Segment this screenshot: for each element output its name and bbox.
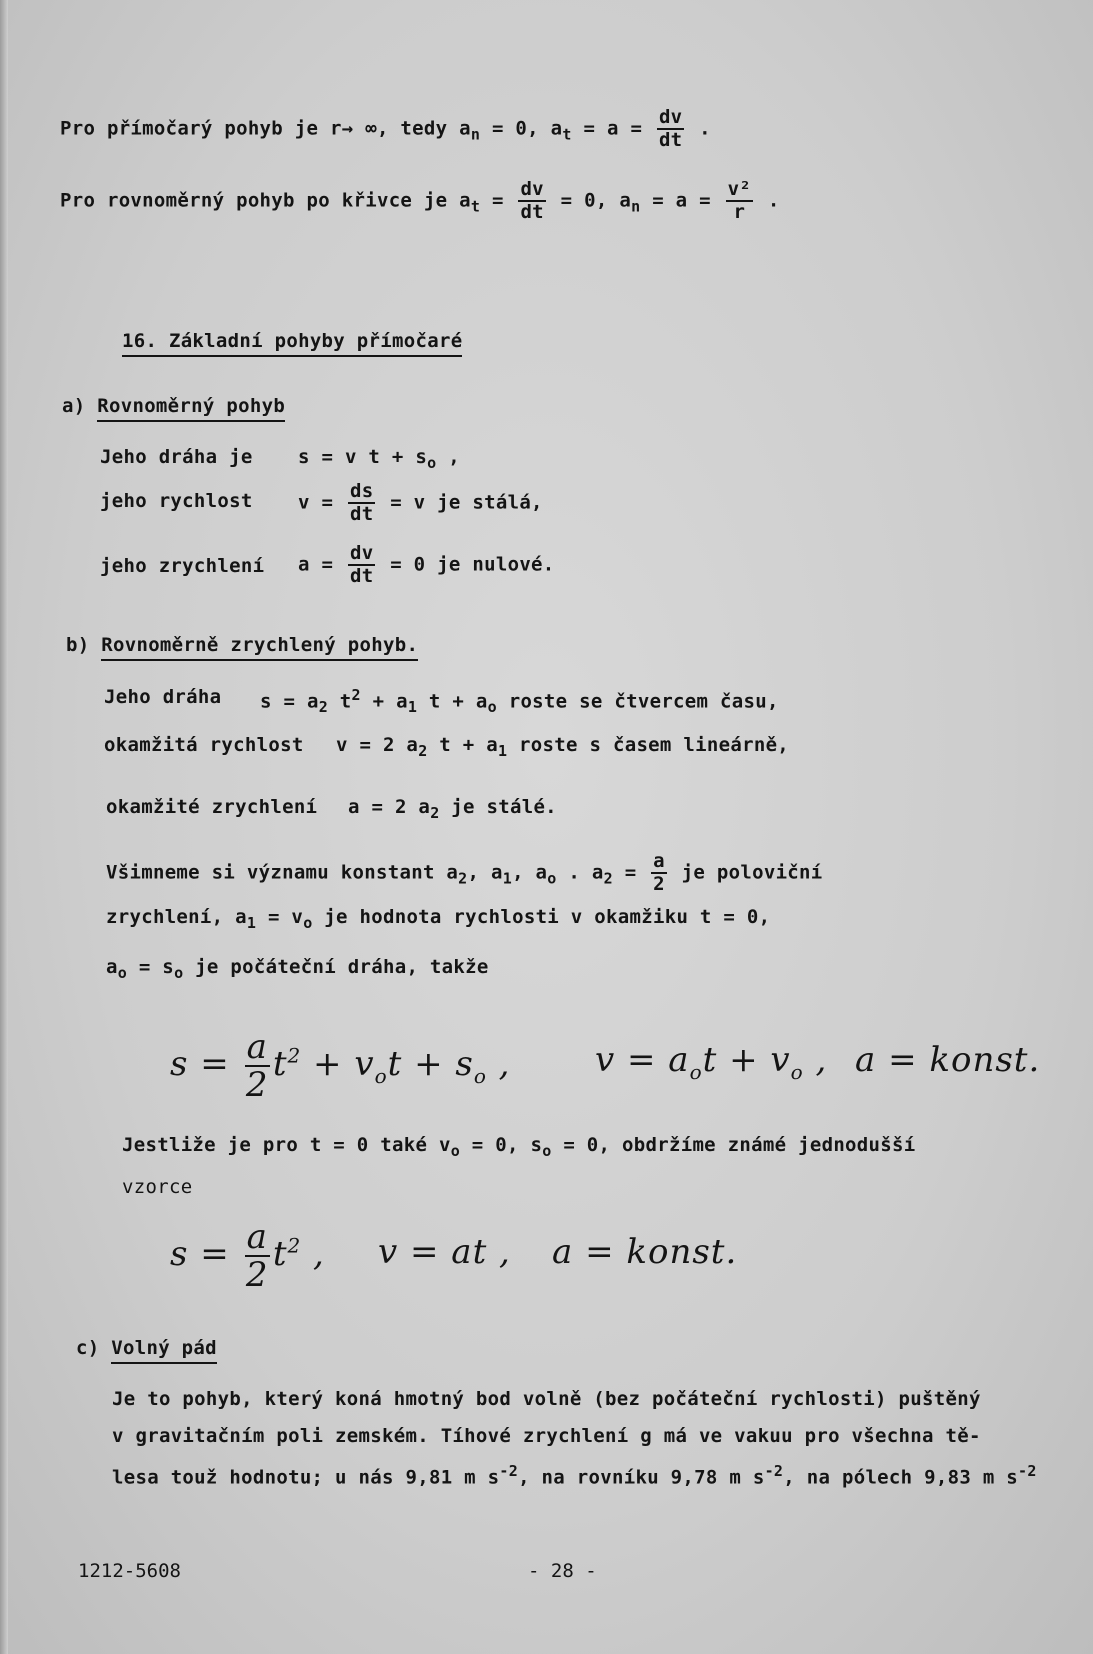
sub: 2 [430,803,440,822]
sub: 1 [497,741,508,760]
section-b-line1 [104,686,221,708]
document-code [78,1560,181,1582]
text: Jestliže je pro t = 0 také v [122,1134,451,1156]
text: Pro rovnoměrný pohyb po křivce je a [60,189,471,212]
sub: 1 [246,913,257,932]
sup: 2 [351,686,361,704]
label: a) [62,395,86,417]
sub: 1 [502,869,513,888]
sup: 2 [287,1233,302,1258]
numerator: dv [349,542,374,564]
sub: o [547,869,557,888]
text: , a [512,861,548,884]
label: b) [66,634,90,656]
section-b-heading [66,634,418,656]
page-number [528,1560,597,1582]
uniform-curved-motion-line [60,180,780,222]
handwritten-formula-2 [170,1217,325,1295]
heading: Volný pád [111,1337,217,1364]
numerator: a [246,1217,268,1257]
section-b-line3-eq [348,796,557,822]
text: = [480,189,516,212]
section-c-heading [76,1337,217,1359]
page-edge-shadow [0,0,8,1654]
text: = a = [571,117,654,140]
text: roste se čtvercem času, [496,690,779,713]
text: v = [298,491,345,514]
sub: o [487,698,497,717]
text: , [486,1044,511,1084]
sub: 1 [407,698,418,717]
section-a-line2 [100,490,253,512]
numerator: dv [658,106,683,128]
fraction-a-over-2 [245,1027,270,1105]
section-b-line2-eq [336,734,789,760]
heading: Rovnoměrně zrychlený pohyb. [101,634,418,661]
text: = a = [640,189,723,212]
text: Pro přímočarý pohyb je r→ ∞, tedy a [60,117,471,140]
section-b-line2 [104,734,304,756]
text: v = a [595,1040,690,1080]
fraction-a-over-2 [245,1217,270,1295]
sub: 2 [318,698,329,717]
text: = 0, obdržíme známé jednodušší [551,1134,916,1156]
section-b-line4 [106,852,823,894]
text: Jeho dráha [104,686,222,708]
text: t [272,1044,288,1084]
text: 1212-5608 [78,1560,181,1582]
sub: o [174,963,184,982]
sub: n [631,197,641,216]
sub: t [470,197,481,216]
handwritten-formula-1c [855,1040,1040,1080]
text: jeho zrychlení [100,555,265,577]
text: t [272,1234,288,1274]
text: = v je stálá, [378,491,543,514]
section-c-line1 [112,1388,981,1410]
sub: n [470,125,481,144]
handwritten-formula-1b [595,1040,827,1084]
sub: o [450,1141,461,1160]
fraction [348,482,375,524]
text: s = [170,1044,242,1084]
numerator: a [653,850,665,872]
denominator: dt [349,503,374,525]
text: zrychlení, a [106,906,247,928]
sub: o [542,1141,552,1160]
sub: 2 [458,869,468,888]
text: okamžitá rychlost [104,734,304,756]
denominator: 2 [245,1065,269,1105]
text: Všimneme si významu konstant a [106,861,459,884]
text: , [487,1232,511,1272]
text: = 0, s [460,1134,543,1156]
sub: o [790,1059,804,1084]
text: Je to pohyb, který koná hmotný bod volně (bez počáteční rychlosti) puštěný [112,1388,981,1410]
simpler-formulas-intro [122,1134,916,1160]
sup: -2 [1018,1462,1037,1480]
text: s = [170,1234,242,1274]
section-a-heading [62,395,285,417]
denominator: r [733,201,746,223]
section-a-line1 [100,446,253,468]
text: , [436,446,460,468]
text: a = [298,553,345,576]
handwritten-formula-2c [552,1232,737,1272]
text: , a [467,861,503,884]
text: + a [360,690,408,713]
text: , na rovníku 9,78 m s [518,1466,765,1489]
text: je hodnota rychlosti v okamžiku t = 0, [312,906,771,928]
section-a-line1-eq [298,446,460,472]
text: = 0, a [480,117,563,140]
section-a-line3-eq [298,544,555,586]
numerator: dv [520,178,544,200]
text: a [106,956,118,978]
denominator: dt [349,565,374,587]
section-title [122,330,462,352]
text: , [301,1234,325,1274]
text: t + a [417,690,488,713]
text: t [328,690,352,713]
text: s = v t + s [298,446,428,468]
text: t + a [427,734,498,756]
text: t + v [702,1040,791,1080]
denominator: dt [658,129,683,151]
section-title-text: 16. Základní pohyby přímočaré [122,330,462,357]
heading: Rovnoměrný pohyb [97,395,285,422]
numerator: v² [727,178,752,200]
text: lesa touž hodnotu; u nás 9,81 m s [112,1466,500,1489]
section-b-line1-eq [260,686,779,716]
text: v = at [378,1232,488,1272]
section-c-line3 [112,1462,1037,1488]
text: = 0, a [548,189,632,212]
fraction-dv-dt [518,180,545,222]
denominator: 2 [245,1255,269,1295]
sup: -2 [499,1462,519,1480]
text: = 0 je nulové. [378,553,555,576]
text: . a [556,861,604,884]
sub: 2 [418,741,428,760]
text: je počáteční dráha, takže [183,956,489,978]
section-c-line2 [112,1425,981,1447]
fraction-a-over-2 [651,852,667,894]
text: vzorce [122,1176,193,1198]
section-a-line2-eq [298,482,543,524]
text: , [803,1040,828,1080]
numerator: a [246,1027,268,1067]
handwritten-formula-2b [378,1232,511,1272]
sub: o [473,1063,487,1088]
text: a = konst. [552,1232,738,1272]
text: jeho rychlost [100,490,253,512]
section-b-line5 [106,906,770,932]
text: . [756,189,780,212]
text: s = a [260,690,319,713]
numerator: ds [349,480,374,502]
text: okamžité zrychlení [106,796,318,818]
text: = s [127,956,175,978]
sub: o [689,1059,703,1084]
sub: t [562,125,572,144]
text: a = konst. [855,1040,1041,1080]
text: v = 2 a [336,734,419,756]
text: je poloviční [669,861,823,884]
text: v gravitačním poli zemském. Tíhové zrychlení g má ve vakuu pro všechna tě- [112,1425,981,1447]
sub: o [303,913,313,932]
text: t + s [387,1044,474,1084]
text: Jeho dráha je [100,446,253,468]
fraction-dv-dt [657,108,684,150]
section-b-line6 [106,956,489,982]
sub: o [117,963,128,982]
text: . [687,117,711,140]
denominator: 2 [653,873,665,895]
text: - 28 - [528,1560,597,1582]
label: c) [76,1337,100,1359]
text: + v [301,1044,375,1084]
sub: o [427,453,437,472]
simpler-formulas-intro-line2 [122,1176,192,1198]
text: a = 2 a [348,796,431,818]
sup: 2 [287,1043,302,1068]
sup: -2 [764,1462,784,1480]
sub: 2 [603,869,613,888]
section-a-line3 [100,555,264,577]
text: = v [256,906,304,928]
section-b-line3 [106,796,317,818]
text: je stálé. [439,796,557,818]
text: , na pólech 9,83 m s [783,1466,1019,1489]
text: roste s časem lineárně, [507,734,790,756]
denominator: dt [520,201,544,223]
rectilinear-motion-line [60,108,711,150]
fraction [348,544,375,586]
handwritten-formula-1 [170,1027,511,1105]
fraction-v2-r [726,180,753,222]
text: = [612,861,649,884]
sub: o [374,1063,388,1088]
